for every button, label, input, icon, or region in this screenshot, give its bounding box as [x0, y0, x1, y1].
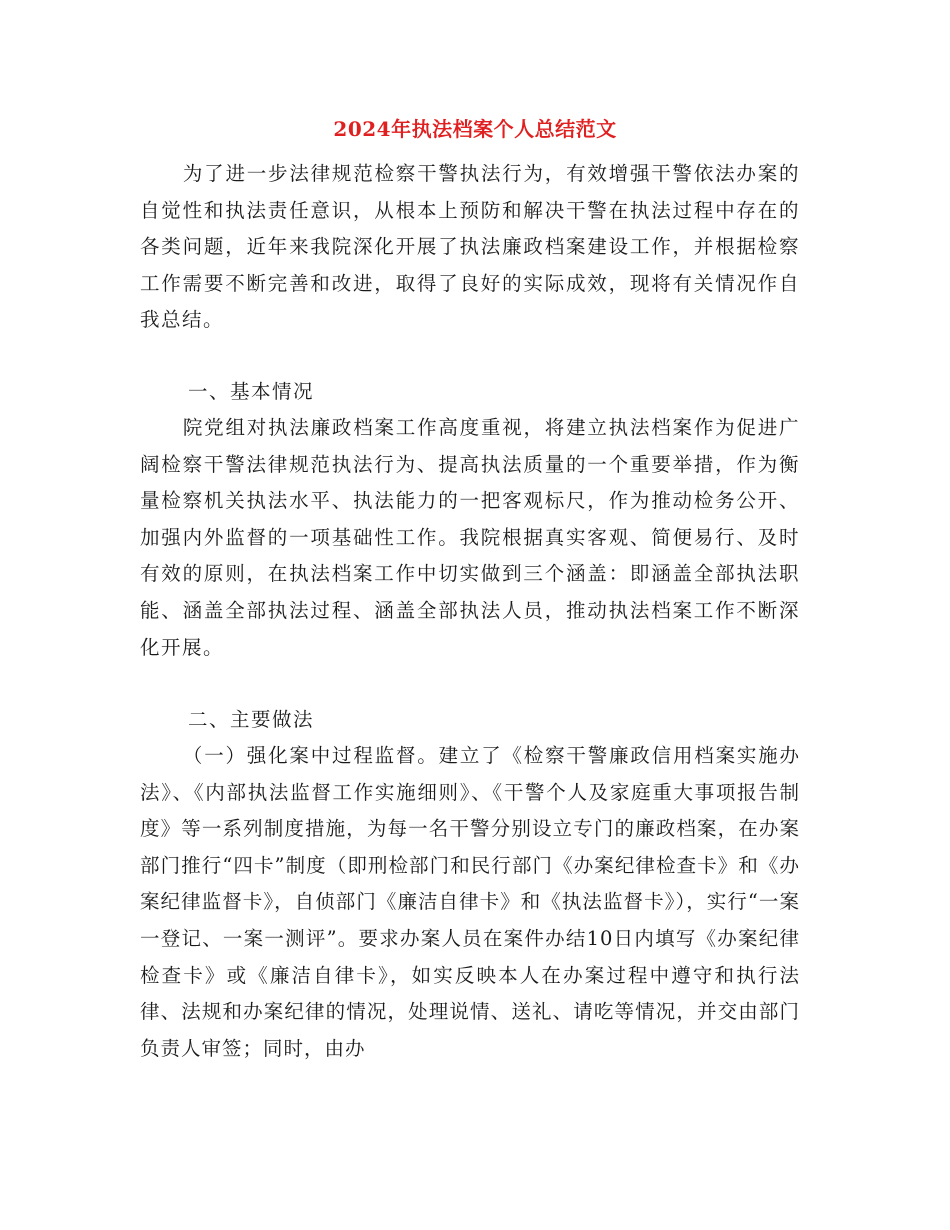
section-paragraph-main-practices: （一）强化案中过程监督。建立了《检察干警廉政信用档案实施办法》、《内部执法监督工作实施细则》、《干警个人及家庭重大事项报告制度》等一系列制度措施，为每一名干警分别设立专门的廉政档案，在办案部门推行“四卡”制度（即刑检部门和民行部门《办案纪律检查卡》和《办案纪律监督卡》，自侦部门《廉洁自律卡》和《执法监督卡》），实行“一案一登记、一案一测评”。要求办案人员在案件办结10日内填写《办案纪律检查卡》或《廉洁自律卡》，如实反映本人在办案过程中遵守和执行法律、法规和办案纪律的情况，处理说情、送礼、请吃等情况，并交由部门负责人审签；同时，由办 [140, 744, 800, 1060]
document-title: 2024年执法档案个人总结范文 [333, 117, 617, 141]
section-heading-main-practices: 二、主要做法 [188, 708, 315, 731]
section-paragraph-basic-situation: 院党组对执法廉政档案工作高度重视，将建立执法档案作为促进广阔检察干警法律规范执法行为、提高执法质量的一个重要举措，作为衡量检察机关执法水平、执法能力的一把客观标尺，作为推动检务公开、加强内外监督的一项基础性工作。我院根据真实客观、简便易行、及时有效的原则，在执法档案工作中切实做到三个涵盖：即涵盖全部执法职能、涵盖全部执法过程、涵盖全部执法人员，推动执法档案工作不断深化开展。 [140, 416, 800, 659]
intro-paragraph: 为了进一步法律规范检察干警执法行为，有效增强干警依法办案的自觉性和执法责任意识，从根本上预防和解决干警在执法过程中存在的各类问题，近年来我院深化开展了执法廉政档案建设工作，并根据检察工作需要不断完善和改进，取得了良好的实际成效，现将有关情况作自我总结。 [140, 162, 800, 332]
section-heading-basic-situation: 一、基本情况 [188, 380, 315, 403]
